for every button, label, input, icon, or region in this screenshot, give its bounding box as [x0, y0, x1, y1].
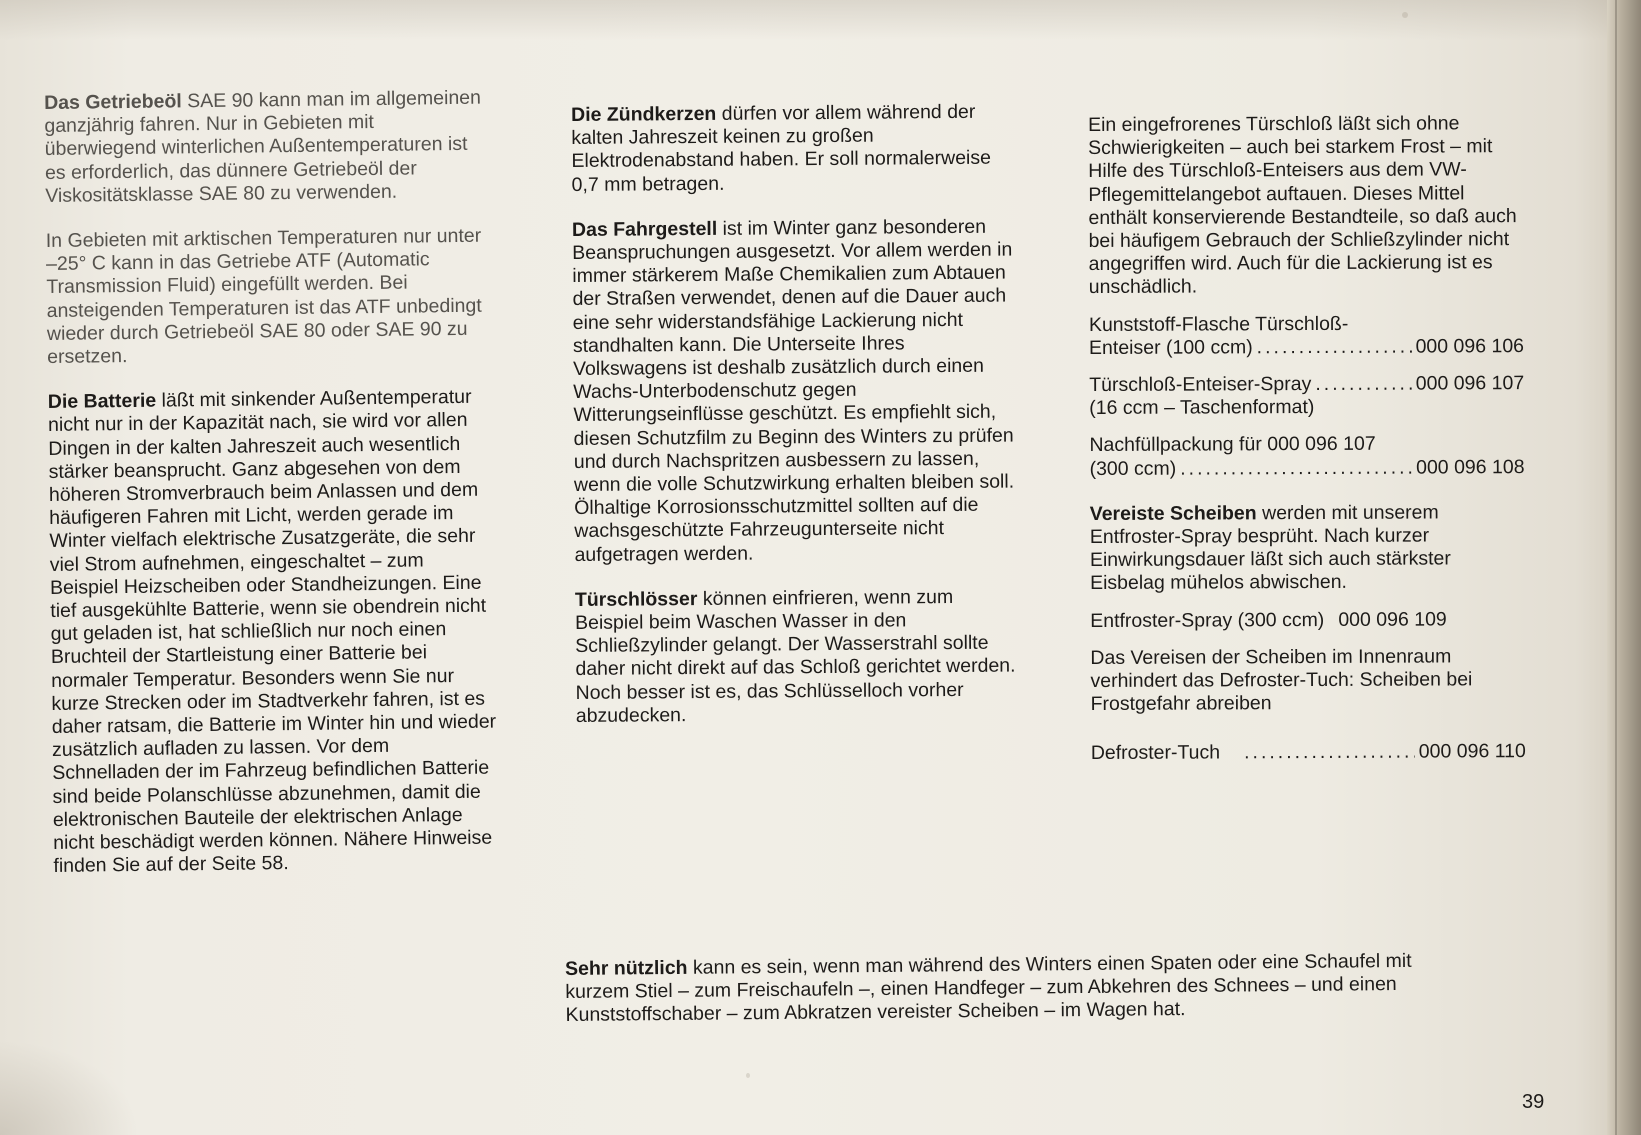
heading-vereiste-scheiben: Vereiste Scheiben: [1089, 502, 1257, 525]
text-getriebeoel: SAE 90 kann man im allgemeinen ganzjährig fahren. Nur in Gebieten mit überwiegend winterlichen Außentemperaturen ist es erforderlich, das dünnere Getriebeöl der Viskositätsklasse SAE 80 zu verwenden.: [44, 86, 482, 207]
text-tuerschloesser: können einfrieren, wenn zum Beispiel beim Waschen Wasser in den Schließzylinder gelangt. Der Wasserstrahl sollte daher nicht direkt auf das Schloß gerichtet werden. Noch besser ist es, das Schlüsselloch vorher abzudecken.: [574, 585, 1016, 727]
product-note: (16 ccm – Taschenformat): [1089, 396, 1315, 420]
product-item-nachfuellpackung: [1089, 433, 1524, 481]
text-eingefroren: Ein eingefrorenes Türschloß läßt sich ohne Schwierigkeiten – auch bei starkem Frost – mit Hilfe des Türschloß-Enteisers aus dem VW-Pflegemittelangebot auftauen. Dieses Mittel enthält konservierende Bestandteile, so daß auch bei häufigem Gebrauch der Schließzylinder nicht angegriffen wird. Auch für die Lackierung ist es unschädlich.: [1088, 112, 1517, 299]
text-defroster: Das Vereisen der Scheiben im Innenraum verhindert das Defroster-Tuch: Scheiben bei Frostgefahr abreiben: [1090, 645, 1473, 716]
heading-sehr-nuetzlich: Sehr nützlich: [565, 956, 688, 980]
leader-dots: [1244, 741, 1415, 765]
product-row: [1089, 456, 1524, 481]
left-column: [44, 87, 499, 901]
product-row: [1091, 741, 1526, 766]
product-item-entfroster-spray: [1090, 608, 1525, 633]
paragraph-getriebeoel: [44, 87, 490, 208]
product-label: Enteiser (100 ccm): [1088, 336, 1253, 359]
product-row: [1090, 608, 1525, 633]
product-label: Defroster-Tuch: [1090, 741, 1221, 765]
middle-column: [571, 101, 1021, 751]
paragraph-eingefroren: [1088, 112, 1524, 300]
product-row: [1089, 372, 1524, 397]
product-item-enteiser-flasche: [1089, 312, 1524, 360]
product-item-defroster-tuch: [1091, 741, 1526, 766]
product-label: (300 ccm): [1089, 457, 1177, 480]
product-row: [1089, 335, 1524, 360]
text-sehr-nuetzlich: kann es sein, wenn man während des Winters einen Spaten oder eine Schaufel mit kurzem Stiel – zum Freischaufeln –, einen Handfeger – zum Abkehren des Schnees – und einen Kunststoffschaber – zum Abkratzen vereister Scheiben – im Wagen hat.: [565, 949, 1412, 1027]
leader-dots: [1315, 373, 1411, 397]
paragraph-zuendkerzen: [571, 101, 1017, 197]
text-fahrgestell: ist im Winter ganz besonderen Beanspruchungen ausgesetzt. Vor allem werden in immer stärkerem Maße Chemikalien zum Abtauen der Straßen verwendet, denen auf die Dauer auch eine sehr widerstandsfähige Lackierung nicht standhalten kann. Die Unterseite Ihres Volkswagens ist deshalb zusätzlich durch einen Wachs-Unterbodenschutz gegen Witterungseinflüsse geschützt. Es empfiehlt sich, diesen Schutzfilm zu Beginn des Winters zu prüfen und durch Nachspritzen ausbessern zu lassen, wenn die volle Schutzwirkung erhalten bleiben soll. Ölhaltige Korrosionsschutzmittel sollten auf die wachsgeschützte Fahrzeugunterseite nicht aufgetragen werden.: [572, 215, 1015, 566]
page-number: 39: [1522, 1091, 1545, 1113]
heading-batterie: Die Batterie: [47, 389, 157, 414]
paragraph-atf: [46, 225, 493, 370]
bottom-paragraph: [565, 950, 1426, 1050]
paragraph-batterie: [48, 386, 499, 879]
page-corner-wear: [0, 1040, 140, 1135]
product-label: Entfroster-Spray (300 ccm): [1090, 608, 1325, 632]
page-top-shadow: [0, 0, 1641, 40]
paragraph-vereiste-scheiben: [1090, 501, 1525, 596]
paragraph-tuerschloesser: [575, 585, 1021, 728]
paragraph-defroster: [1090, 645, 1525, 717]
text-zuendkerzen: dürfen vor allem während der kalten Jahreszeit keinen zu großen Elektrodenabstand haben. Er soll normalerweise 0,7 mm betragen.: [571, 100, 992, 196]
part-number: 000 096 110: [1418, 740, 1526, 764]
product-label: Türschloß-Enteiser-Spray: [1089, 373, 1312, 397]
heading-zuendkerzen: Die Zündkerzen: [571, 102, 717, 126]
part-number: 000 096 108: [1416, 455, 1525, 479]
part-number: 000 096 109: [1338, 608, 1447, 631]
heading-tuerschloesser: Türschlösser: [574, 587, 698, 611]
text-vereiste-scheiben: werden mit unserem Entfroster-Spray besprüht. Nach kurzer Einwirkungsdauer läßt sich auch stärkster Eisbelag mühelos abwischen.: [1089, 501, 1451, 595]
text-batterie: läßt mit sinkender Außentemperatur nicht nur in der Kapazität nach, sie wird vor allen Dingen in der kalten Jahreszeit auch wesentlich stärker beansprucht. Ganz abgesehen von dem höheren Stromverbrauch beim Anlassen und dem häufigeren Fahren mit Licht, werden gerade im Winter vielfach elektrische Zusatzgeräte, die sehr viel Strom aufnehmen, eingeschaltet – zum Beispiel Heizscheiben oder Standheizungen. Eine tief ausgekühlte Batterie, wenn sie obendrein nicht gut geladen ist, hat schließlich nur noch einen Bruchteil der Startleistung einer Batterie bei normaler Temperatur. Besonders wenn Sie nur kurze Strecken oder im Stadtverkehr fahren, ist es daher ratsam, die Batterie im Winter hin und wieder zusätzlich aufladen zu lassen. Vor dem Schnelladen der im Fahrzeug befindlichen Batterie sind beide Polanschlüsse abzunehmen, damit die elektronischen Bauteile der elektrischen Anlage nicht beschädigt werden können. Nähere Hinweise finden Sie auf der Seite 58.: [47, 386, 497, 878]
paper-stain: [746, 1073, 750, 1078]
heading-getriebeoel: Das Getriebeöl: [44, 90, 182, 114]
paragraph-fahrgestell: [572, 215, 1020, 567]
product-item-enteiser-spray: [1089, 372, 1524, 420]
paragraph-sehr-nuetzlich: [565, 950, 1426, 1028]
part-number: 000 096 106: [1415, 334, 1525, 358]
leader-dots: [1257, 335, 1412, 359]
product-name: Nachfüllpackung für 000 096 107: [1089, 433, 1376, 457]
leader-dots: [1180, 456, 1412, 480]
page-edge: [1607, 0, 1641, 1135]
right-column: [1088, 112, 1526, 780]
paper-stain: [1402, 12, 1408, 18]
product-name: Kunststoff-Flasche Türschloß-: [1088, 312, 1349, 336]
text-atf: In Gebieten mit arktischen Temperaturen nur unter –25° C kann in das Getriebe ATF (Automatic Transmission Fluid) eingefüllt werden. Bei ansteigenden Temperaturen ist das ATF unbedingt wieder durch Getriebeöl SAE 80 oder SAE 90 zu ersetzen.: [45, 224, 482, 369]
part-number: 000 096 107: [1415, 372, 1525, 395]
heading-fahrgestell: Das Fahrgestell: [571, 217, 718, 241]
